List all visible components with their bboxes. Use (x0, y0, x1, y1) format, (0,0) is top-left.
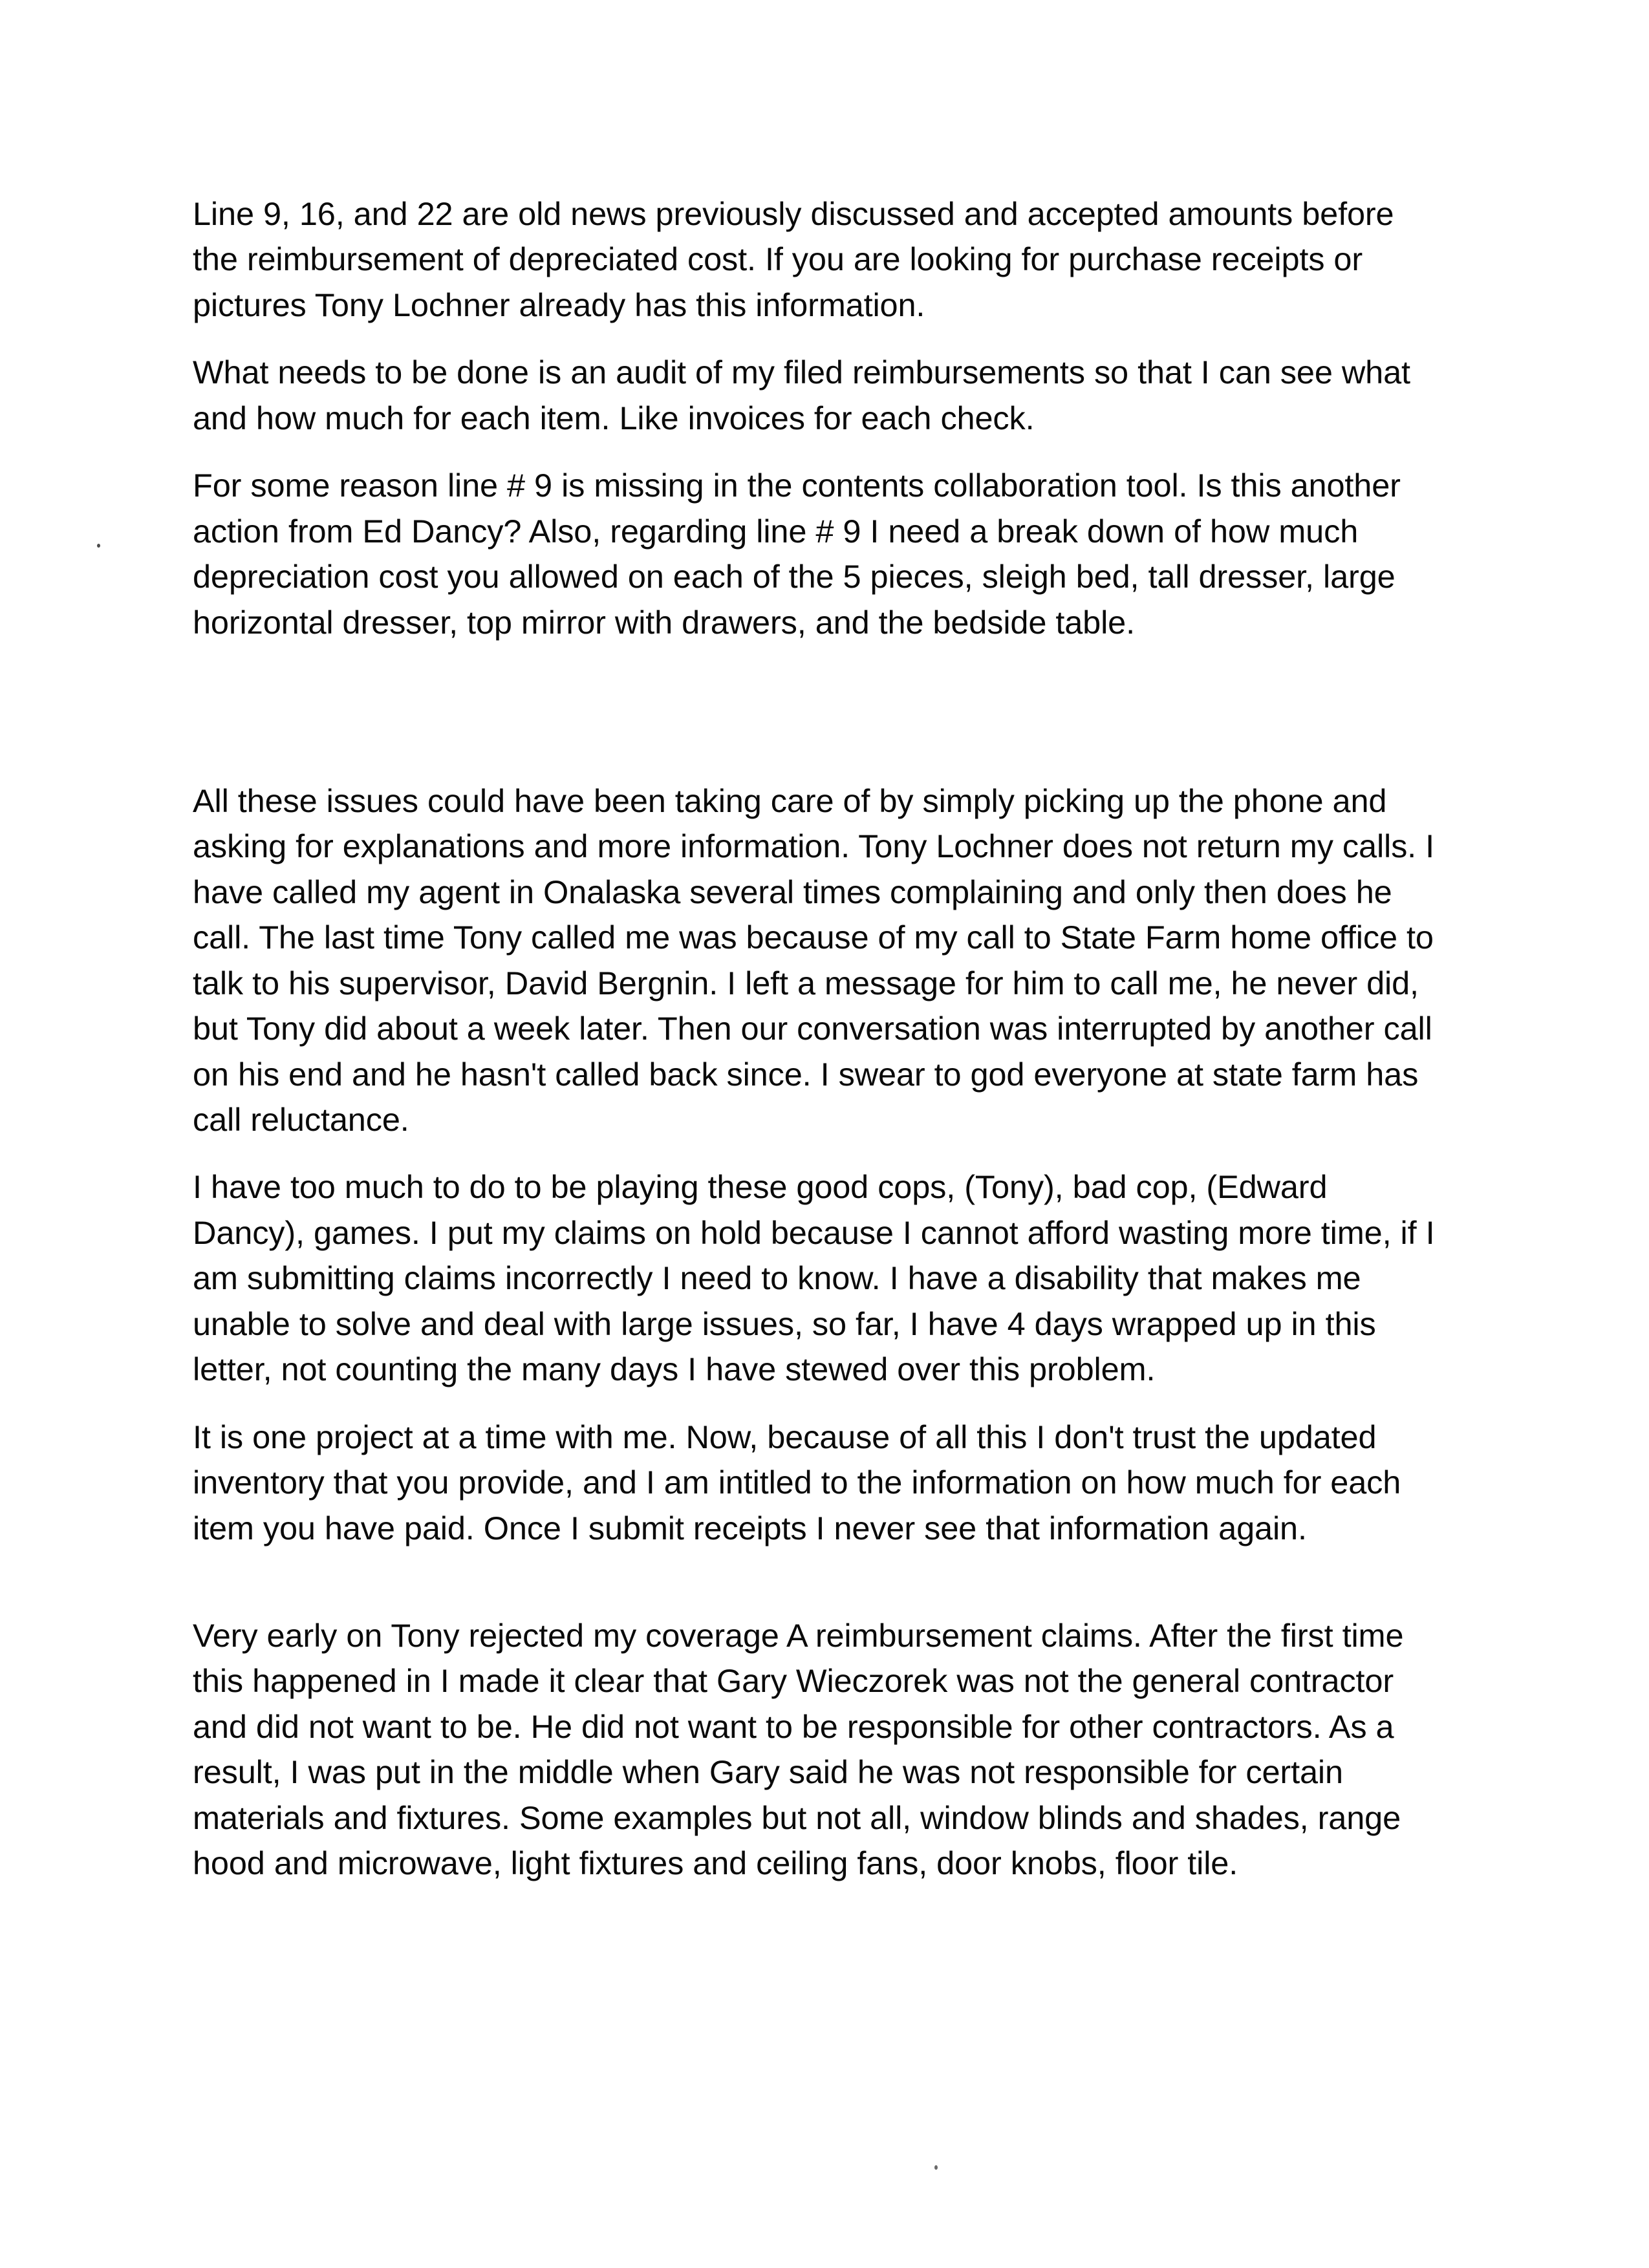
paragraph-4: All these issues could have been taking care of by simply picking up the phone and asking for explanations and more information. Tony Lochner does not return my calls. I have called my agent in Onalaska several times complaining and only then does he call. The last time Tony called me was because of my call to State Farm home office to talk to his supervisor, David Bergnin. I left a message for him to call me, he never did, but Tony did about a week later. Then our conversation was interrupted by another call on his end and he hasn't called back since. I swear to god everyone at state farm has call reluctance. (193, 782, 1435, 1138)
paragraph-1: Line 9, 16, and 22 are old news previously discussed and accepted amounts before the reimbursement of depreciated cost. If you are looking for purchase receipts or pictures Tony Lochner already has this information. (193, 195, 1394, 323)
document-text-body (193, 191, 1446, 1909)
paragraph-3: For some reason line # 9 is missing in the contents collaboration tool. Is this another action from Ed Dancy? Also, regarding line # 9 I need a break down of how much depreciation cost you allowed on each of the 5 pieces, sleigh bed, tall dresser, large horizontal dresser, top mirror with drawers, and the bedside table. (193, 467, 1401, 641)
paragraph-7: Very early on Tony rejected my coverage A reimbursement claims. After the first time this happened in I made it clear that Gary Wieczorek was not the general contractor and did not want to be. He did not want to be responsible for other contractors. As a result, I was put in the middle when Gary said he was not responsible for certain materials and fixtures. Some examples but not all, window blinds and shades, range hood and microwave, light fixtures and ceiling fans, door knobs, floor tile. (193, 1616, 1404, 1882)
bottom-speck-artifact (934, 2165, 938, 2170)
paragraph-2: What needs to be done is an audit of my filed reimbursements so that I can see what and how much for each item. Like invoices for each check. (193, 354, 1410, 436)
paragraph-6: It is one project at a time with me. Now, because of all this I don't trust the updated inventory that you provide, and I am intitled to the information on how much for each item you have paid. Once I submit receipts I never see that information again. (193, 1418, 1401, 1546)
margin-speck-artifact (97, 544, 100, 548)
paragraph-5: I have too much to do to be playing these good cops, (Tony), bad cop, (Edward Dancy), games. I put my claims on hold because I cannot afford wasting more time, if I am submitting claims incorrectly I need to know. I have a disability that makes me unable to solve and deal with large issues, so far, I have 4 days wrapped up in this letter, not counting the many days I have stewed over this problem. (193, 1168, 1435, 1388)
